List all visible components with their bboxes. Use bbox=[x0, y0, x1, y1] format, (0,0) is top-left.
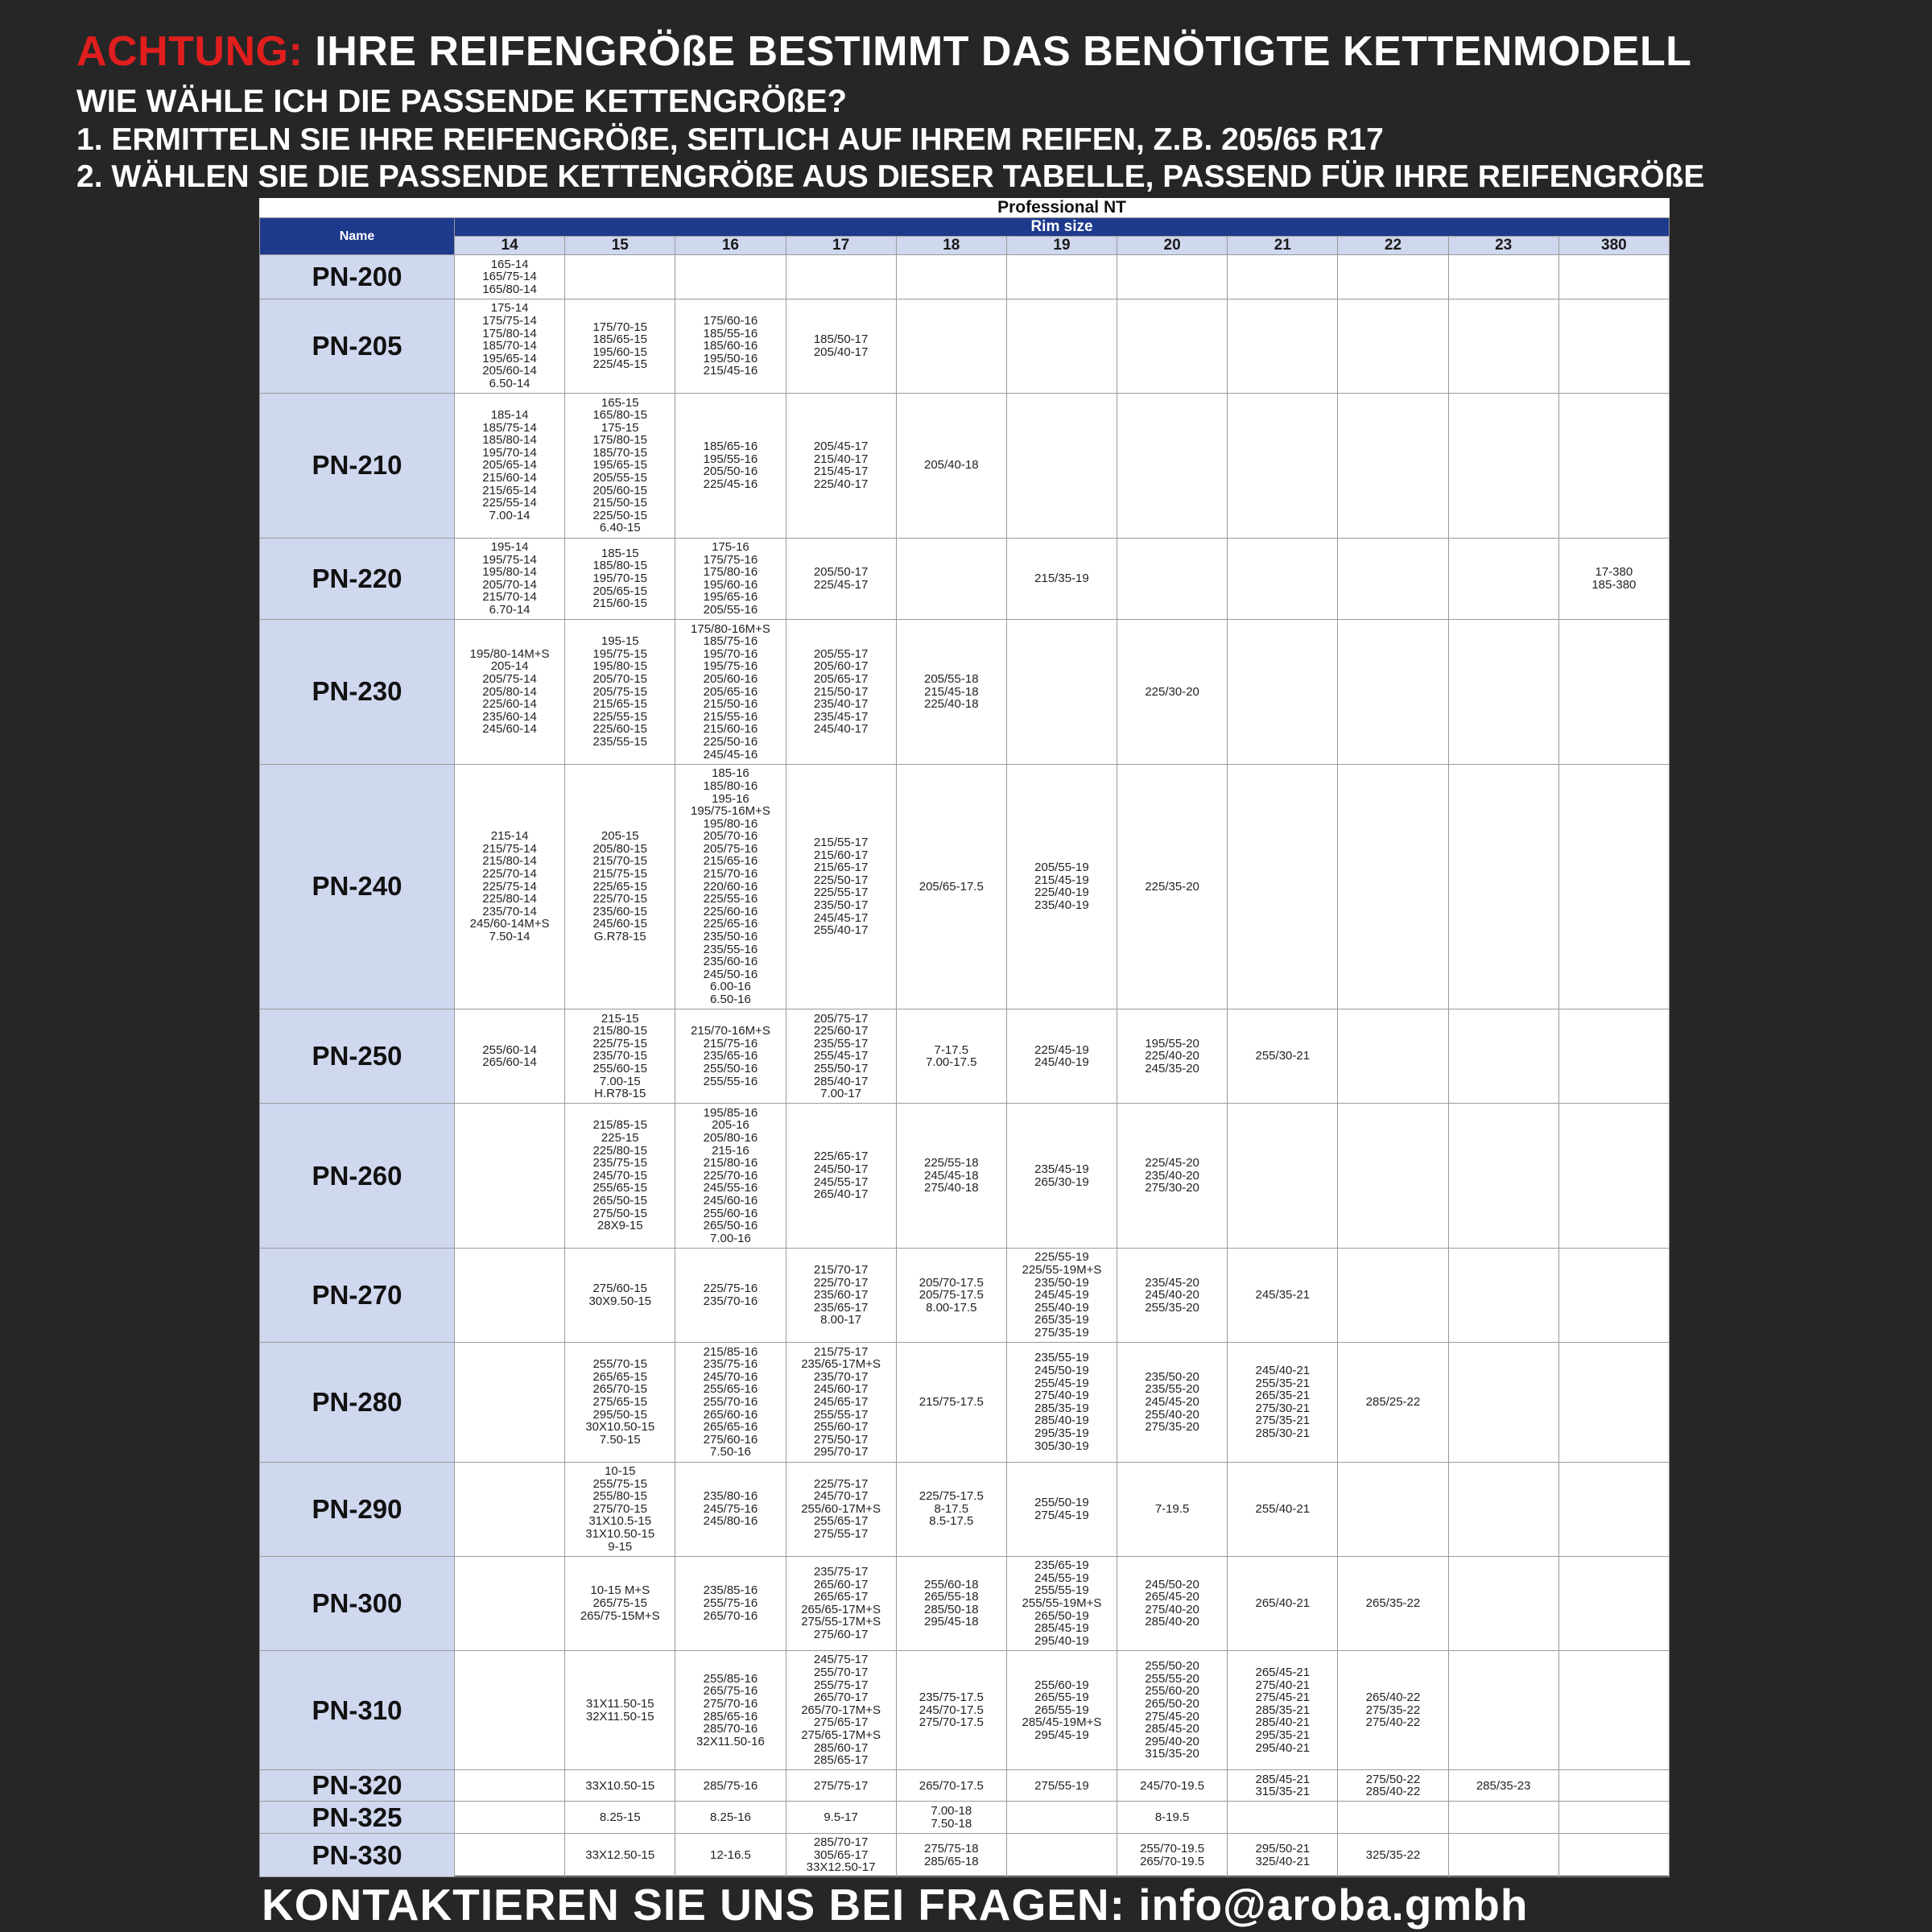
table-row bbox=[260, 764, 1670, 1009]
table-row bbox=[260, 1556, 1670, 1650]
size-cell bbox=[1448, 1343, 1558, 1462]
size-cell bbox=[1228, 538, 1338, 620]
size-cell bbox=[1228, 299, 1338, 393]
size-cell: 175-14 175/75-14 175/80-14 185/70-14 195/65-14 205/60-14 6.50-14 bbox=[455, 299, 565, 393]
size-cell: 265/35-22 bbox=[1338, 1556, 1448, 1650]
size-cell bbox=[1338, 764, 1448, 1009]
size-cell: 255/70-19.5 265/70-19.5 bbox=[1117, 1833, 1228, 1877]
size-cell bbox=[455, 1248, 565, 1342]
size-cell: 225/65-17 245/50-17 245/55-17 265/40-17 bbox=[786, 1104, 896, 1249]
size-cell bbox=[1117, 538, 1228, 620]
size-cell: 235/75-17 265/60-17 265/65-17 265/65-17M+S 275/55-17M+S 275/60-17 bbox=[786, 1556, 896, 1650]
size-cell bbox=[1558, 1556, 1669, 1650]
rim-size-row bbox=[260, 237, 1670, 255]
size-cell: 12-16.5 bbox=[675, 1833, 786, 1877]
size-cell: 175/80-16M+S 185/75-16 195/70-16 195/75-16 205/60-16 205/65-16 215/50-16 215/55-16 215/60-16 225/50-16 245/45-16 bbox=[675, 620, 786, 765]
model-name-cell: PN-260 bbox=[260, 1104, 455, 1249]
model-name-cell: PN-290 bbox=[260, 1462, 455, 1556]
size-cell: 215/70-17 225/70-17 235/60-17 235/65-17 8.00-17 bbox=[786, 1248, 896, 1342]
size-cell: 255/60-18 265/55-18 285/50-18 295/45-18 bbox=[896, 1556, 1006, 1650]
size-cell: 195-14 195/75-14 195/80-14 205/70-14 215/70-14 6.70-14 bbox=[455, 538, 565, 620]
size-cell: 8-19.5 bbox=[1117, 1802, 1228, 1833]
table-row bbox=[260, 1104, 1670, 1249]
size-cell: 165-15 165/80-15 175-15 175/80-15 185/70-15 195/65-15 205/55-15 205/60-15 215/50-15 225/50-15 6.40-15 bbox=[565, 393, 675, 538]
table-row bbox=[260, 1009, 1670, 1104]
size-cell bbox=[455, 1343, 565, 1462]
model-name-cell: PN-220 bbox=[260, 538, 455, 620]
size-cell: 285/25-22 bbox=[1338, 1343, 1448, 1462]
size-cell bbox=[1448, 1833, 1558, 1877]
size-cell bbox=[1448, 1462, 1558, 1556]
table-row bbox=[260, 1650, 1670, 1769]
size-cell bbox=[1558, 255, 1669, 299]
size-cell bbox=[1338, 1802, 1448, 1833]
size-cell: 195/85-16 205-16 205/80-16 215-16 215/80-16 225/70-16 245/55-16 245/60-16 255/60-16 265/50-16 7.00-16 bbox=[675, 1104, 786, 1249]
size-cell bbox=[1006, 620, 1117, 765]
size-cell: 285/75-16 bbox=[675, 1770, 786, 1802]
rim-size-header-cell: 18 bbox=[896, 237, 1006, 255]
size-cell bbox=[1228, 1802, 1338, 1833]
size-cell: 165-14 165/75-14 165/80-14 bbox=[455, 255, 565, 299]
size-cell bbox=[1338, 299, 1448, 393]
size-cell: 225/55-18 245/45-18 275/40-18 bbox=[896, 1104, 1006, 1249]
size-cell bbox=[1228, 393, 1338, 538]
rim-size-header-cell: 17 bbox=[786, 237, 896, 255]
rim-size-header-cell: 19 bbox=[1006, 237, 1117, 255]
size-cell bbox=[455, 1650, 565, 1769]
size-cell bbox=[1558, 764, 1669, 1009]
size-cell bbox=[896, 255, 1006, 299]
size-cell: 235/45-19 265/30-19 bbox=[1006, 1104, 1117, 1249]
rim-size-header-cell: 20 bbox=[1117, 237, 1228, 255]
instruction-step-1: 1. ERMITTELN SIE IHRE REIFENGRÖßE, SEITLICH AUF IHREM REIFEN, Z.B. 205/65 R17 bbox=[76, 122, 1384, 157]
size-cell bbox=[1117, 255, 1228, 299]
size-cell: 215/75-17.5 bbox=[896, 1343, 1006, 1462]
size-cell: 195/80-14M+S 205-14 205/75-14 205/80-14 225/60-14 235/60-14 245/60-14 bbox=[455, 620, 565, 765]
size-cell: 225/55-19 225/55-19M+S 235/50-19 245/45-19 255/40-19 265/35-19 275/35-19 bbox=[1006, 1248, 1117, 1342]
size-cell bbox=[1228, 1104, 1338, 1249]
size-cell bbox=[1006, 255, 1117, 299]
size-cell bbox=[455, 1104, 565, 1249]
size-cell: 235/45-20 245/40-20 255/35-20 bbox=[1117, 1248, 1228, 1342]
size-cell bbox=[1006, 393, 1117, 538]
table-body bbox=[260, 255, 1670, 1877]
size-cell: 255/85-16 265/75-16 275/70-16 285/65-16 285/70-16 32X11.50-16 bbox=[675, 1650, 786, 1769]
size-cell: 10-15 255/75-15 255/80-15 275/70-15 31X10.5-15 31X10.50-15 9-15 bbox=[565, 1462, 675, 1556]
size-cell: 265/40-22 275/35-22 275/40-22 bbox=[1338, 1650, 1448, 1769]
size-cell bbox=[786, 255, 896, 299]
size-cell: 185-16 185/80-16 195-16 195/75-16M+S 195/80-16 205/70-16 205/75-16 215/65-16 215/70-16 220/60-16 225/55-16 225/60-16 225/65-16 235/50-16 235/55-16 235/60-16 245/50-16 6.00-16 6.50-16 bbox=[675, 764, 786, 1009]
table-row bbox=[260, 1833, 1670, 1877]
rim-size-header-cell: 15 bbox=[565, 237, 675, 255]
rim-size-header-cell: 23 bbox=[1448, 237, 1558, 255]
table-row bbox=[260, 1248, 1670, 1342]
size-cell: 235/50-20 235/55-20 245/45-20 255/40-20 275/35-20 bbox=[1117, 1343, 1228, 1462]
size-cell: 225/45-19 245/40-19 bbox=[1006, 1009, 1117, 1104]
table-row bbox=[260, 620, 1670, 765]
table-row bbox=[260, 1462, 1670, 1556]
model-name-cell: PN-320 bbox=[260, 1770, 455, 1802]
size-cell bbox=[565, 255, 675, 299]
size-cell bbox=[1558, 1248, 1669, 1342]
model-name-cell: PN-230 bbox=[260, 620, 455, 765]
size-cell: 8.25-15 bbox=[565, 1802, 675, 1833]
size-cell: 225/75-17 245/70-17 255/60-17M+S 255/65-17 275/55-17 bbox=[786, 1462, 896, 1556]
size-cell bbox=[675, 255, 786, 299]
name-column-header: Name bbox=[260, 218, 455, 255]
size-cell: 245/50-20 265/45-20 275/40-20 285/40-20 bbox=[1117, 1556, 1228, 1650]
table-row bbox=[260, 1802, 1670, 1833]
rim-size-header-cell: 21 bbox=[1228, 237, 1338, 255]
size-cell: 33X12.50-15 bbox=[565, 1833, 675, 1877]
size-cell: 175-16 175/75-16 175/80-16 195/60-16 195/65-16 205/55-16 bbox=[675, 538, 786, 620]
size-cell: 7-19.5 bbox=[1117, 1462, 1228, 1556]
size-cell: 235/65-19 245/55-19 255/55-19 255/55-19M+S 265/50-19 285/45-19 295/40-19 bbox=[1006, 1556, 1117, 1650]
warning-label: ACHTUNG: bbox=[76, 28, 303, 75]
rim-size-header-cell: 22 bbox=[1338, 237, 1448, 255]
size-cell bbox=[1448, 393, 1558, 538]
rim-size-header-cell: 16 bbox=[675, 237, 786, 255]
size-cell: 205/50-17 225/45-17 bbox=[786, 538, 896, 620]
size-cell bbox=[1338, 1104, 1448, 1249]
size-cell bbox=[1448, 1104, 1558, 1249]
table-row bbox=[260, 393, 1670, 538]
size-cell: 185/50-17 205/40-17 bbox=[786, 299, 896, 393]
size-cell: 205/65-17.5 bbox=[896, 764, 1006, 1009]
size-cell bbox=[1448, 1009, 1558, 1104]
size-cell bbox=[1117, 299, 1228, 393]
size-cell: 33X10.50-15 bbox=[565, 1770, 675, 1802]
size-cell: 215/70-16M+S 215/75-16 235/65-16 255/50-16 255/55-16 bbox=[675, 1009, 786, 1104]
size-cell bbox=[1338, 1009, 1448, 1104]
size-cell bbox=[455, 1462, 565, 1556]
size-cell: 31X11.50-15 32X11.50-15 bbox=[565, 1650, 675, 1769]
size-cell bbox=[1448, 1248, 1558, 1342]
size-cell: 325/35-22 bbox=[1338, 1833, 1448, 1877]
size-cell bbox=[455, 1802, 565, 1833]
table-title: Professional NT bbox=[455, 198, 1670, 218]
size-cell bbox=[1558, 1770, 1669, 1802]
size-cell bbox=[1558, 1650, 1669, 1769]
size-cell: 245/40-21 255/35-21 265/35-21 275/30-21 275/35-21 285/30-21 bbox=[1228, 1343, 1338, 1462]
size-cell bbox=[1228, 255, 1338, 299]
size-cell: 235/85-16 255/75-16 265/70-16 bbox=[675, 1556, 786, 1650]
size-cell: 285/35-23 bbox=[1448, 1770, 1558, 1802]
model-name-cell: PN-300 bbox=[260, 1556, 455, 1650]
size-cell: 205/55-17 205/60-17 205/65-17 215/50-17 235/40-17 235/45-17 245/40-17 bbox=[786, 620, 896, 765]
size-cell: 17-380 185-380 bbox=[1558, 538, 1669, 620]
size-cell: 225/35-20 bbox=[1117, 764, 1228, 1009]
contact-footer: KONTAKTIEREN SIE UNS BEI FRAGEN: info@aroba.gmbh bbox=[262, 1880, 1529, 1930]
size-cell bbox=[1448, 538, 1558, 620]
size-cell: 255/50-20 255/55-20 255/60-20 265/50-20 275/45-20 285/45-20 295/40-20 315/35-20 bbox=[1117, 1650, 1228, 1769]
size-cell: 215-15 215/80-15 225/75-15 235/70-15 255/60-15 7.00-15 H.R78-15 bbox=[565, 1009, 675, 1104]
size-cell bbox=[1448, 1650, 1558, 1769]
question-heading: WIE WÄHLE ICH DIE PASSENDE KETTENGRÖßE? bbox=[76, 84, 848, 119]
size-cell: 215/85-15 225-15 225/80-15 235/75-15 245/70-15 255/65-15 265/50-15 275/50-15 28X9-15 bbox=[565, 1104, 675, 1249]
size-cell bbox=[1338, 255, 1448, 299]
size-cell bbox=[1558, 1462, 1669, 1556]
size-cell: 265/70-17.5 bbox=[896, 1770, 1006, 1802]
size-cell: 215/55-17 215/60-17 215/65-17 225/50-17 225/55-17 235/50-17 245/45-17 255/40-17 bbox=[786, 764, 896, 1009]
model-name-cell: PN-250 bbox=[260, 1009, 455, 1104]
size-cell: 7-17.5 7.00-17.5 bbox=[896, 1009, 1006, 1104]
size-cell: 185-14 185/75-14 185/80-14 195/70-14 205/65-14 215/60-14 215/65-14 225/55-14 7.00-14 bbox=[455, 393, 565, 538]
chain-size-table bbox=[259, 198, 1670, 1876]
size-cell: 215/75-17 235/65-17M+S 235/70-17 245/60-17 245/65-17 255/55-17 255/60-17 275/50-17 295/70-17 bbox=[786, 1343, 896, 1462]
size-cell bbox=[1338, 1462, 1448, 1556]
size-cell: 195-15 195/75-15 195/80-15 205/70-15 205/75-15 215/65-15 225/55-15 225/60-15 235/55-15 bbox=[565, 620, 675, 765]
size-cell: 225/30-20 bbox=[1117, 620, 1228, 765]
size-cell: 185-15 185/80-15 195/70-15 205/65-15 215/60-15 bbox=[565, 538, 675, 620]
size-cell: 255/30-21 bbox=[1228, 1009, 1338, 1104]
size-cell bbox=[1558, 393, 1669, 538]
size-cell: 245/70-19.5 bbox=[1117, 1770, 1228, 1802]
size-cell: 10-15 M+S 265/75-15 265/75-15M+S bbox=[565, 1556, 675, 1650]
size-cell bbox=[1006, 299, 1117, 393]
instruction-step-2: 2. WÄHLEN SIE DIE PASSENDE KETTENGRÖßE AUS DIESER TABELLE, PASSEND FÜR IHRE REIFENGRÖßE bbox=[76, 159, 1705, 194]
size-cell bbox=[1558, 1833, 1669, 1877]
size-cell: 265/40-21 bbox=[1228, 1556, 1338, 1650]
size-cell: 275/75-17 bbox=[786, 1770, 896, 1802]
size-cell: 225/75-16 235/70-16 bbox=[675, 1248, 786, 1342]
model-name-cell: PN-205 bbox=[260, 299, 455, 393]
size-cell bbox=[455, 1770, 565, 1802]
size-cell bbox=[1448, 764, 1558, 1009]
model-name-cell: PN-280 bbox=[260, 1343, 455, 1462]
size-cell: 225/45-20 235/40-20 275/30-20 bbox=[1117, 1104, 1228, 1249]
size-cell: 205/40-18 bbox=[896, 393, 1006, 538]
size-cell bbox=[1558, 299, 1669, 393]
size-cell: 8.25-16 bbox=[675, 1802, 786, 1833]
rim-size-header: Rim size bbox=[455, 218, 1670, 237]
table-row bbox=[260, 1343, 1670, 1462]
size-cell: 185/65-16 195/55-16 205/50-16 225/45-16 bbox=[675, 393, 786, 538]
size-cell: 235/80-16 245/75-16 245/80-16 bbox=[675, 1462, 786, 1556]
size-cell bbox=[1448, 620, 1558, 765]
size-cell bbox=[1448, 1556, 1558, 1650]
size-cell bbox=[1558, 1802, 1669, 1833]
size-cell bbox=[1006, 1833, 1117, 1877]
table-row bbox=[260, 255, 1670, 299]
size-cell: 175/60-16 185/55-16 185/60-16 195/50-16 215/45-16 bbox=[675, 299, 786, 393]
size-cell: 255/50-19 275/45-19 bbox=[1006, 1462, 1117, 1556]
size-cell bbox=[1006, 1802, 1117, 1833]
size-cell: 275/75-18 285/65-18 bbox=[896, 1833, 1006, 1877]
table-row bbox=[260, 1770, 1670, 1802]
size-cell bbox=[1448, 299, 1558, 393]
size-cell bbox=[1448, 255, 1558, 299]
size-cell bbox=[1338, 393, 1448, 538]
model-name-cell: PN-325 bbox=[260, 1802, 455, 1833]
size-cell: 225/75-17.5 8-17.5 8.5-17.5 bbox=[896, 1462, 1006, 1556]
size-cell: 205-15 205/80-15 215/70-15 215/75-15 225/65-15 225/70-15 235/60-15 245/60-15 G.R78-15 bbox=[565, 764, 675, 1009]
model-name-cell: PN-330 bbox=[260, 1833, 455, 1877]
size-cell bbox=[1117, 393, 1228, 538]
warning-headline bbox=[76, 27, 1692, 76]
size-cell bbox=[455, 1556, 565, 1650]
size-cell: 245/35-21 bbox=[1228, 1248, 1338, 1342]
size-cell: 255/70-15 265/65-15 265/70-15 275/65-15 295/50-15 30X10.50-15 7.50-15 bbox=[565, 1343, 675, 1462]
size-cell: 235/55-19 245/50-19 255/45-19 275/40-19 285/35-19 285/40-19 295/35-19 305/30-19 bbox=[1006, 1343, 1117, 1462]
size-cell bbox=[1558, 1104, 1669, 1249]
size-cell: 205/55-18 215/45-18 225/40-18 bbox=[896, 620, 1006, 765]
model-name-cell: PN-310 bbox=[260, 1650, 455, 1769]
table-row bbox=[260, 299, 1670, 393]
size-cell: 245/75-17 255/70-17 255/75-17 265/70-17 265/70-17M+S 275/65-17 275/65-17M+S 285/60-17 285/65-17 bbox=[786, 1650, 896, 1769]
model-name-cell: PN-200 bbox=[260, 255, 455, 299]
size-cell: 235/75-17.5 245/70-17.5 275/70-17.5 bbox=[896, 1650, 1006, 1769]
size-cell bbox=[1448, 1802, 1558, 1833]
size-cell: 285/70-17 305/65-17 33X12.50-17 bbox=[786, 1833, 896, 1877]
size-cell bbox=[1558, 620, 1669, 765]
rim-size-header-cell: 14 bbox=[455, 237, 565, 255]
size-cell bbox=[896, 538, 1006, 620]
size-cell bbox=[1558, 1343, 1669, 1462]
size-cell: 295/50-21 325/40-21 bbox=[1228, 1833, 1338, 1877]
model-name-cell: PN-210 bbox=[260, 393, 455, 538]
size-cell: 205/55-19 215/45-19 225/40-19 235/40-19 bbox=[1006, 764, 1117, 1009]
size-cell: 255/60-14 265/60-14 bbox=[455, 1009, 565, 1104]
size-cell: 275/50-22 285/40-22 bbox=[1338, 1770, 1448, 1802]
model-name-cell: PN-270 bbox=[260, 1248, 455, 1342]
size-cell bbox=[1338, 538, 1448, 620]
size-cell bbox=[1338, 620, 1448, 765]
size-cell: 205/75-17 225/60-17 235/55-17 255/45-17 255/50-17 285/40-17 7.00-17 bbox=[786, 1009, 896, 1104]
warning-text: IHRE REIFENGRÖßE BESTIMMT DAS BENÖTIGTE KETTENMODELL bbox=[315, 28, 1692, 75]
size-cell bbox=[455, 1833, 565, 1877]
size-cell: 175/70-15 185/65-15 195/60-15 225/45-15 bbox=[565, 299, 675, 393]
size-cell: 205/45-17 215/40-17 215/45-17 225/40-17 bbox=[786, 393, 896, 538]
model-name-cell: PN-240 bbox=[260, 764, 455, 1009]
size-cell bbox=[1228, 620, 1338, 765]
size-table bbox=[259, 198, 1670, 1877]
size-cell: 285/45-21 315/35-21 bbox=[1228, 1770, 1338, 1802]
table-title-spacer bbox=[260, 198, 455, 218]
size-cell bbox=[1338, 1248, 1448, 1342]
size-cell: 255/60-19 265/55-19 265/55-19 285/45-19M+S 295/45-19 bbox=[1006, 1650, 1117, 1769]
size-cell: 265/45-21 275/40-21 275/45-21 285/35-21 285/40-21 295/35-21 295/40-21 bbox=[1228, 1650, 1338, 1769]
table-row bbox=[260, 538, 1670, 620]
rim-size-header-cell: 380 bbox=[1558, 237, 1669, 255]
size-cell bbox=[896, 299, 1006, 393]
size-cell bbox=[1228, 764, 1338, 1009]
size-cell: 195/55-20 225/40-20 245/35-20 bbox=[1117, 1009, 1228, 1104]
size-cell bbox=[1558, 1009, 1669, 1104]
size-cell: 7.00-18 7.50-18 bbox=[896, 1802, 1006, 1833]
size-cell: 205/70-17.5 205/75-17.5 8.00-17.5 bbox=[896, 1248, 1006, 1342]
size-cell: 215/85-16 235/75-16 245/70-16 255/65-16 255/70-16 265/60-16 265/65-16 275/60-16 7.50-16 bbox=[675, 1343, 786, 1462]
size-cell: 275/60-15 30X9.50-15 bbox=[565, 1248, 675, 1342]
size-cell: 255/40-21 bbox=[1228, 1462, 1338, 1556]
size-cell: 275/55-19 bbox=[1006, 1770, 1117, 1802]
size-cell: 215/35-19 bbox=[1006, 538, 1117, 620]
size-cell: 215-14 215/75-14 215/80-14 225/70-14 225/75-14 225/80-14 235/70-14 245/60-14M+S 7.50-14 bbox=[455, 764, 565, 1009]
size-cell: 9.5-17 bbox=[786, 1802, 896, 1833]
